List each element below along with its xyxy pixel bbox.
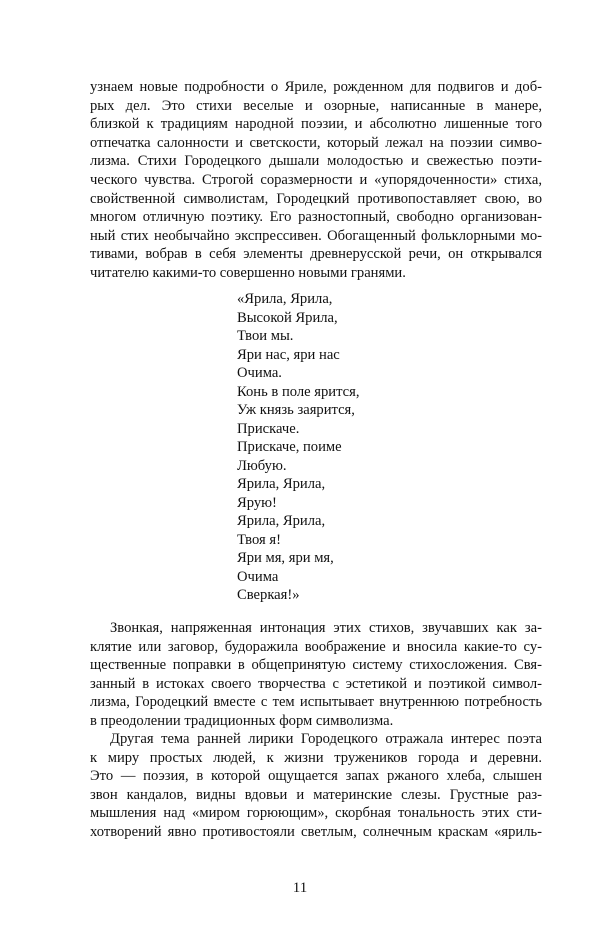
poem-line: Прискаче.	[237, 420, 300, 437]
text-line: Это — поэзия, в которой ощущается запах ржаного хлеба, слышен	[90, 768, 542, 785]
poem-line: Яри мя, яри мя,	[237, 550, 334, 566]
text-line: узнаем новые подробности о Яриле, рожденном для подвигов и доб-	[90, 79, 542, 95]
poem-line: Очима.	[237, 365, 282, 381]
text-line: тивами, вобрав в себя элементы древнерусской речи, он открывался	[90, 246, 542, 263]
text-line: близкой к традициям народной поэзии, и абсолютно лишенные того	[90, 116, 542, 133]
text-line: Другая тема ранней лирики Городецкого отражала интерес поэта	[110, 731, 542, 747]
text-line: щественные поправки в общепринятую систему стихосложения. Свя-	[90, 657, 542, 674]
text-line: хотворений явно противостояли светлым, солнечным краскам «яриль-	[90, 823, 542, 840]
poem-quote	[237, 290, 437, 605]
poem-line: Ярила, Ярила,	[237, 476, 326, 492]
poem-line: Высокой Ярила,	[237, 309, 338, 326]
paragraph-3	[90, 730, 542, 842]
text-line: читателю какими-то совершенно новыми гранями.	[90, 264, 406, 281]
page-number: 11	[292, 880, 308, 896]
poem-line: Яри нас, яри нас	[237, 346, 340, 363]
paragraph-2	[90, 619, 542, 731]
poem-line: Уж князь заярится,	[237, 402, 355, 418]
poem-line: Любую.	[237, 457, 287, 474]
text-line: ный стих необычайно экспрессивен. Обогащенный фольклорными мо-	[90, 227, 542, 244]
poem-line: Сверкая!»	[237, 587, 300, 603]
poem-line: Твоя я!	[237, 531, 281, 548]
paragraph-1	[90, 78, 542, 283]
text-line: лизма, Городецкий вместе с тем испытывает внутреннюю потребность	[90, 694, 542, 711]
poem-line: Ярую!	[237, 494, 277, 511]
text-line: многом отличную поэтику. Его разностопный, свободно организован-	[90, 209, 542, 226]
poem-line: Прискаче, поиме	[237, 439, 342, 455]
text-line: занный в истоках своего творчества с эстетикой и поэтикой символ-	[90, 675, 542, 692]
text-line: в преодолении традиционных форм символизма.	[90, 712, 394, 729]
text-line: мышления над «миром горюющим», скорбная тональность этих сти-	[90, 805, 542, 822]
text-line: рых дел. Это стихи веселые и озорные, написанные в манере,	[90, 97, 542, 114]
poem-line: Твои мы.	[237, 328, 294, 344]
text-line: клятие или заговор, будоражила воображение и вносила какие-то су-	[90, 638, 542, 655]
poem-line: Очима	[237, 568, 279, 585]
text-line: свойственной символистам, Городецкий противопоставляет свою, во	[90, 190, 542, 207]
text-line: Звонкая, напряженная интонация этих стихов, звучавших как за-	[110, 620, 542, 636]
text-line: отпечатка салонности и светскости, который лежал на поэзии симво-	[90, 134, 542, 151]
text-line: ческого чувства. Строгой соразмерности и «упорядоченности» стиха,	[90, 171, 542, 188]
text-line: лизма. Стихи Городецкого дышали молодостью и свежестью поэти-	[90, 153, 542, 170]
poem-line: Конь в поле ярится,	[237, 383, 360, 400]
text-line: к миру простых людей, к жизни тружеников города и деревни.	[90, 749, 542, 766]
poem-line: «Ярила, Ярила,	[237, 291, 333, 307]
text-line: звон кандалов, видны вдовьи и материнские слезы. Грустные раз-	[90, 786, 542, 803]
poem-line: Ярила, Ярила,	[237, 513, 326, 529]
